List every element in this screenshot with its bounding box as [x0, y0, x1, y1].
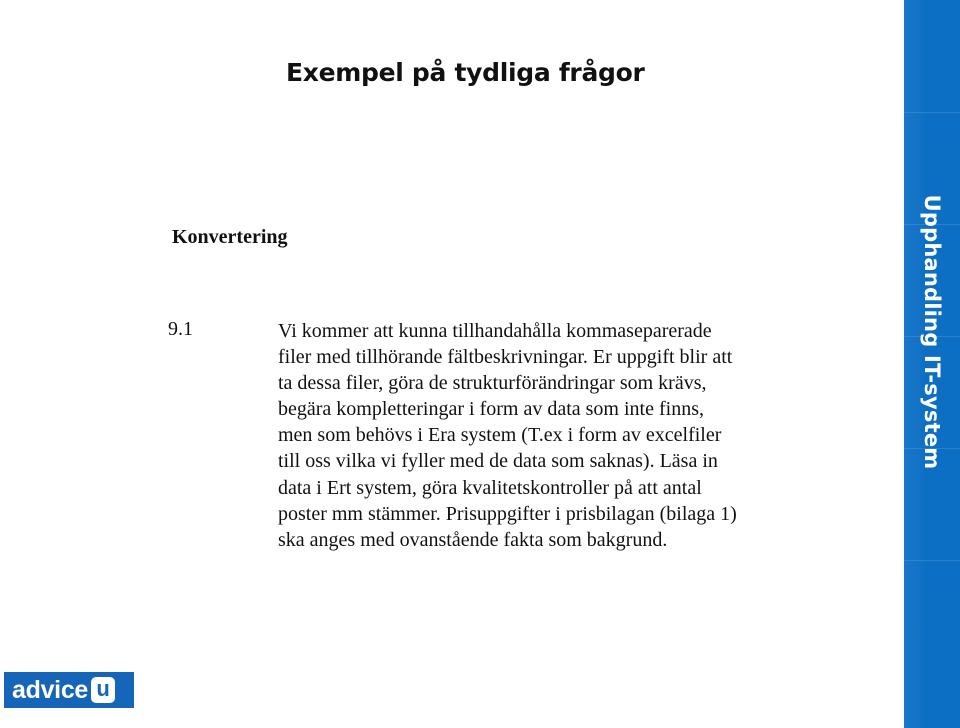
slide-title: Exempel på tydliga frågor: [286, 58, 645, 87]
logo-text: advice: [12, 675, 89, 704]
item-number: 9.1: [168, 318, 193, 340]
item-body-line: till oss vilka vi fyller med de data som saknas). Läsa in: [278, 450, 718, 473]
item-body-line: data i Ert system, göra kvalitetskontroller på att antal: [278, 476, 702, 499]
advice-logo: [4, 672, 134, 708]
logo-box: [91, 677, 115, 703]
item-body-line: men som behövs i Era system (T.ex i form av excelfiler: [278, 424, 722, 447]
item-body-line: Vi kommer att kunna tillhandahålla kommaseparerade: [278, 320, 712, 342]
item-body: [278, 318, 778, 553]
section-heading: Konvertering: [172, 226, 288, 248]
side-band-divider: [904, 112, 960, 113]
item-body-line: poster mm stämmer. Prisuppgifter i prisbilagan (bilaga 1): [278, 502, 737, 525]
item-body-line: begära kompletteringar i form av data som inte finns,: [278, 398, 704, 421]
side-band-label: Upphandling IT-system: [920, 194, 944, 470]
side-band-divider: [904, 560, 960, 561]
item-body-line: ska anges med ovanstående fakta som bakgrund.: [278, 528, 668, 551]
item-body-line: filer med tillhörande fältbeskrivningar. Er uppgift blir att: [278, 346, 733, 369]
logo-box-letter: u: [96, 676, 110, 701]
item-body-line: ta dessa filer, göra de strukturförändringar som krävs,: [278, 372, 707, 395]
